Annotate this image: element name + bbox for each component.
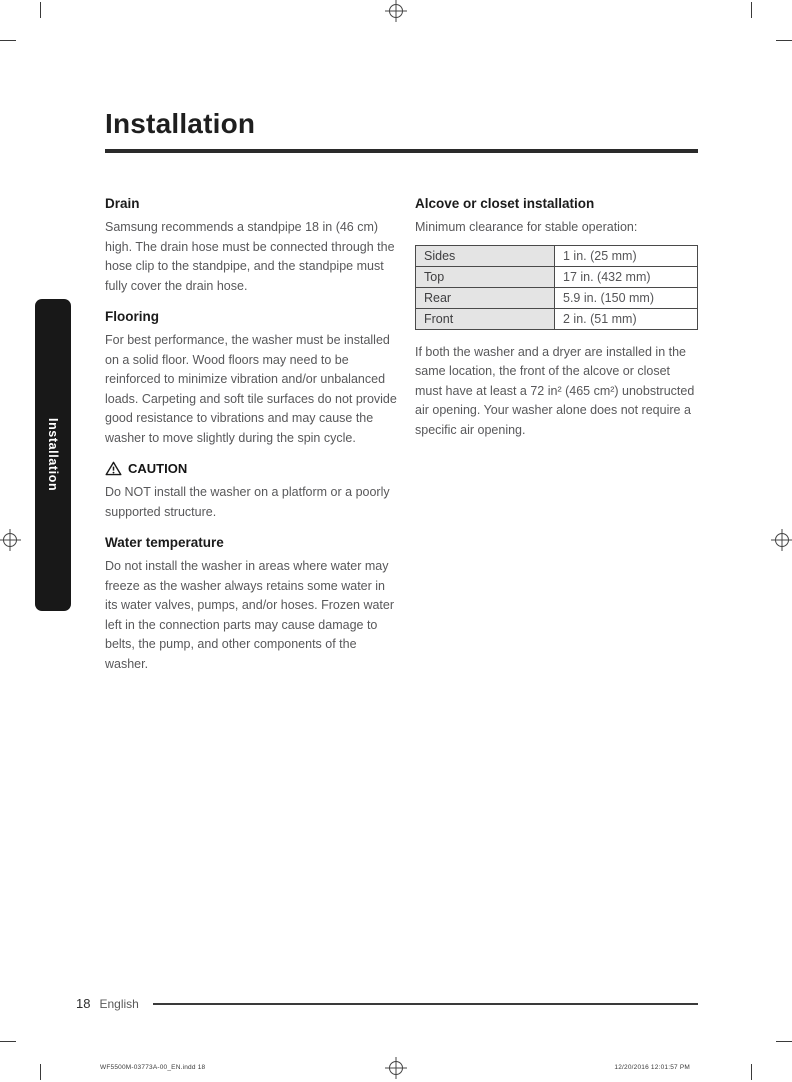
- row-value-cell: 2 in. (51 mm): [555, 308, 698, 329]
- caution-block: [105, 461, 397, 476]
- caution-body: Do NOT install the washer on a platform or a poorly supported structure.: [105, 485, 390, 519]
- chapter-side-tab-label: Installation: [46, 418, 60, 492]
- table-row: [416, 287, 698, 308]
- registration-mark-top-icon: [385, 0, 407, 22]
- crop-tick-right-top: [776, 40, 792, 41]
- caution-label: CAUTION: [128, 461, 188, 476]
- alcove-heading: Alcove or closet installation: [415, 196, 595, 211]
- right-column: [415, 196, 698, 453]
- alcove-body: If both the washer and a dryer are installed in the same location, the front of the alcove or closet must have at least a 72 in² (465 cm²) unobstructed air opening. Your washer alone does not require a specific air opening.: [415, 344, 695, 437]
- chapter-side-tab: [35, 299, 71, 611]
- row-value-cell: 5.9 in. (150 mm): [555, 287, 698, 308]
- row-value-cell: 1 in. (25 mm): [555, 245, 698, 266]
- crop-tick-bottom-left: [40, 1064, 41, 1080]
- title-block: [105, 108, 698, 153]
- footer-language: English: [99, 996, 139, 1011]
- footer-rule: [153, 1003, 698, 1005]
- page-title: Installation: [105, 108, 256, 139]
- print-info-right: 12/20/2016 12:01:57 PM: [614, 1064, 690, 1071]
- clearance-table: [415, 245, 698, 330]
- warning-triangle-icon: [105, 461, 122, 476]
- crop-tick-right-bottom: [776, 1041, 792, 1042]
- row-label-cell: Sides: [416, 245, 555, 266]
- flooring-body: For best performance, the washer must be installed on a solid floor. Wood floors may need to be reinforced to minimize vibration and/or unbalanced loads. Carpeting and soft tile surfaces do not provide good resistance to vibrations and may cause the washer to move slightly during the spin cycle.: [105, 333, 397, 445]
- crop-tick-top-right: [751, 2, 752, 18]
- water-temperature-heading: Water temperature: [105, 535, 224, 550]
- registration-mark-left-icon: [0, 529, 21, 551]
- title-underline: [105, 149, 698, 153]
- table-row: [416, 245, 698, 266]
- print-info-left: WF5500M-03773A-00_EN.indd 18: [100, 1064, 206, 1071]
- page-footer: [76, 996, 698, 1011]
- footer-page-number: 18: [76, 996, 91, 1011]
- crop-tick-left-top: [0, 40, 16, 41]
- registration-mark-right-icon: [771, 529, 792, 551]
- table-row: [416, 308, 698, 329]
- crop-tick-left-bottom: [0, 1041, 16, 1042]
- alcove-intro: Minimum clearance for stable operation:: [415, 220, 638, 234]
- crop-tick-top-left: [40, 2, 41, 18]
- row-label-cell: Top: [416, 266, 555, 287]
- crop-tick-bottom-right: [751, 1064, 752, 1080]
- row-value-cell: 17 in. (432 mm): [555, 266, 698, 287]
- table-row: [416, 266, 698, 287]
- flooring-heading: Flooring: [105, 309, 159, 324]
- row-label-cell: Rear: [416, 287, 555, 308]
- water-temperature-body: Do not install the washer in areas where water may freeze as the washer always retains some water in its water valves, pumps, and/or hoses. Frozen water left in the connection parts may cause damage to belts, the pump, and other components of the washer.: [105, 559, 395, 671]
- registration-mark-bottom-icon: [385, 1057, 407, 1079]
- row-label-cell: Front: [416, 308, 555, 329]
- drain-heading: Drain: [105, 196, 140, 211]
- left-column: [105, 196, 397, 687]
- drain-body: Samsung recommends a standpipe 18 in (46 cm) high. The drain hose must be connected through the hose clip to the standpipe, and the standpipe must fully cover the drain hose.: [105, 220, 395, 293]
